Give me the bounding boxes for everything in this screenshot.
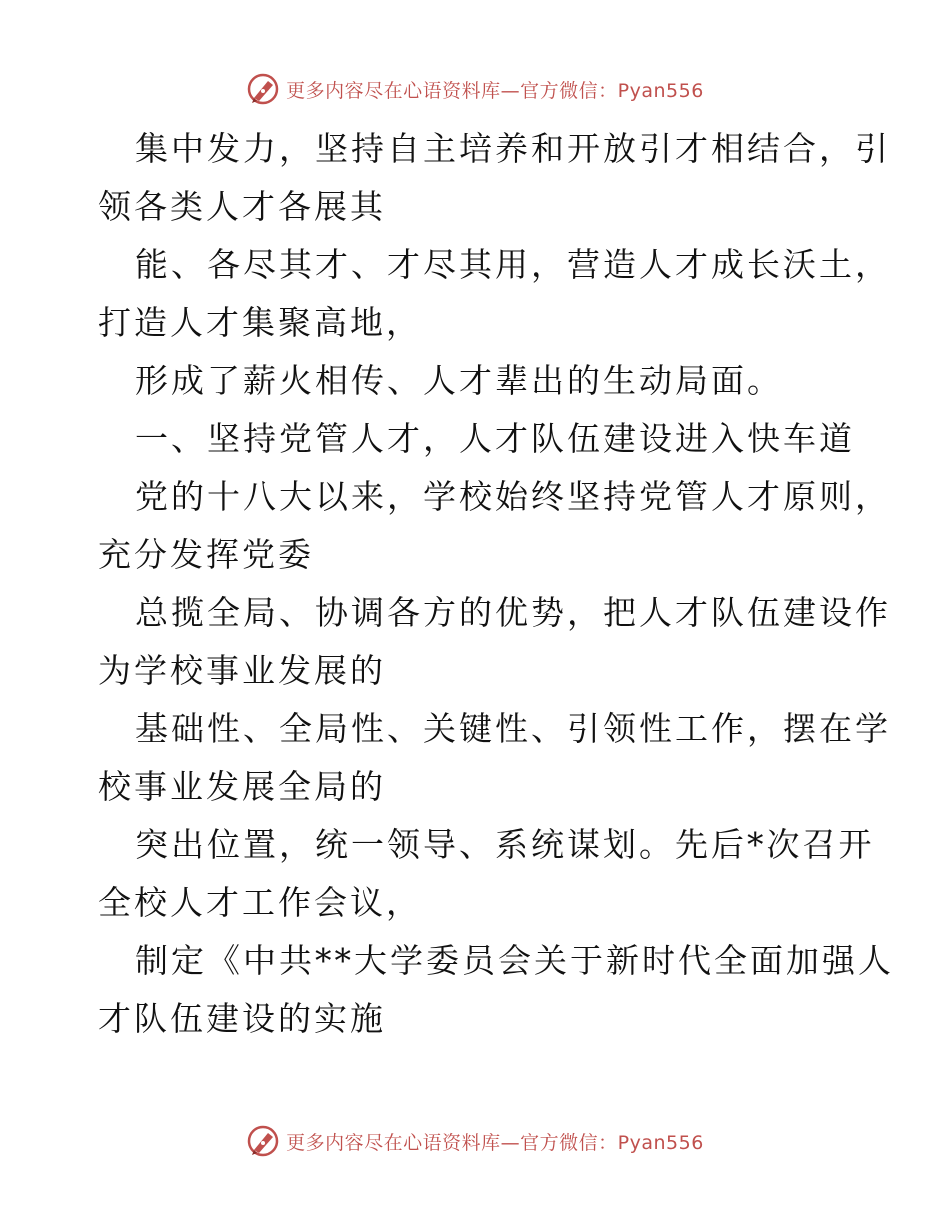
body-line: 能、各尽其才、才尽其用，营造人才成长沃土， [135,245,891,284]
body-line: 基础性、全局性、关键性、引领性工作，摆在学 [135,709,891,748]
body-line: 才队伍建设的实施 [98,999,386,1038]
body-line: 总揽全局、协调各方的优势，把人才队伍建设作 [135,593,891,632]
body-line: 校事业发展全局的 [98,767,386,806]
body-line: 制定《中共**大学委员会关于新时代全面加强人 [135,941,894,980]
footer-banner [0,1124,950,1158]
body-line: 集中发力，坚持自主培养和开放引才相结合，引 [135,129,891,168]
body-line: 形成了薪火相传、人才辈出的生动局面。 [135,361,783,400]
pen-logo-icon [246,72,280,106]
pen-logo-icon [246,1124,280,1158]
body-line: 一、坚持党管人才，人才队伍建设进入快车道 [135,419,855,458]
document-body [98,120,894,1048]
body-line: 打造人才集聚高地， [98,303,422,342]
header-banner [0,72,950,106]
banner-text: 更多内容尽在心语资料库—官方微信：Pyan556 [286,1131,704,1154]
body-line: 领各类人才各展其 [98,187,386,226]
body-line: 全校人才工作会议， [98,883,422,922]
banner-text: 更多内容尽在心语资料库—官方微信：Pyan556 [286,79,704,102]
body-line: 充分发挥党委 [98,535,314,574]
body-line: 为学校事业发展的 [98,651,386,690]
body-line: 突出位置，统一领导、系统谋划。先后*次召开 [135,825,875,864]
body-line: 党的十八大以来，学校始终坚持党管人才原则， [135,477,891,516]
